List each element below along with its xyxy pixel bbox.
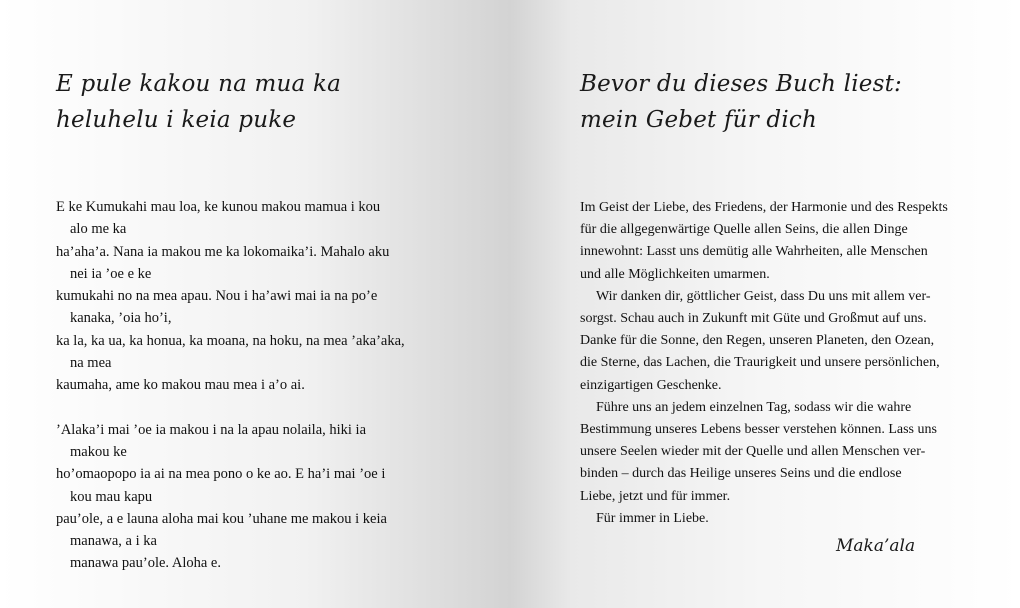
title-line: heluhelu i keia puke <box>56 107 297 133</box>
hawaiian-title <box>56 66 516 138</box>
prayer-line: na mea <box>70 355 112 372</box>
prayer-line: ’Alaka’i mai ’oe ia makou i na la apau nolaila, hiki ia <box>56 421 367 438</box>
prayer-line: Für immer in Liebe. <box>596 510 709 526</box>
prayer-line: ho’omaopopo ia ai na mea pono o ke ao. E ha’i mai ’oe i <box>56 466 386 483</box>
prayer-line: die Sterne, das Lachen, die Traurigkeit und unsere persönlichen, <box>580 355 940 371</box>
prayer-line: Liebe, jetzt und für immer. <box>580 488 731 504</box>
prayer-line: alo me ka <box>70 221 127 238</box>
title-line: mein Gebet für dich <box>580 107 817 133</box>
prayer-line: makou ke <box>70 443 127 460</box>
prayer-line: manawa pau’ole. Aloha e. <box>70 555 221 572</box>
hawaiian-prayer <box>56 196 466 575</box>
prayer-line: kou mau kapu <box>70 488 153 505</box>
prayer-line: binden – durch das Heilige unseres Seins und die endlose <box>580 466 902 482</box>
prayer-line: Bestimmung unseres Lebens besser verstehen können. Lass uns <box>580 422 937 438</box>
prayer-line: kaumaha, ame ko makou mau mea i a’o ai. <box>56 377 305 394</box>
prayer-line: Danke für die Sonne, den Regen, unseren Planeten, den Ozean, <box>580 333 935 349</box>
prayer-line: kanaka, ’oia ho’i, <box>70 310 172 327</box>
prayer-line: ka la, ka ua, ka honua, ka moana, na hoku, na mea ’aka’aka, <box>56 332 405 349</box>
signature: Maka’ala <box>836 536 916 556</box>
prayer-line: sorgst. Schau auch in Zukunft mit Güte und Großmut auf uns. <box>580 311 927 327</box>
prayer-line: und alle Möglichkeiten umarmen. <box>580 266 770 282</box>
prayer-line: ha’aha’a. Nana ia makou me ka lokomaika’i. Mahalo aku <box>56 243 390 260</box>
prayer-line: unsere Seelen wieder mit der Quelle und allen Menschen ver- <box>580 444 926 460</box>
prayer-line: innewohnt: Lasst uns demütig alle Wahrheiten, alle Menschen <box>580 244 928 260</box>
title-line: E pule kakou na mua ka <box>56 71 342 97</box>
prayer-line: für die allgegenwärtige Quelle allen Seins, die allen Dinge <box>580 222 908 238</box>
left-page <box>56 0 456 608</box>
prayer-line: einzigartigen Geschenke. <box>580 377 722 393</box>
prayer-line: kumukahi no na mea apau. Nou i ha’awi mai ia na po’e <box>56 288 378 305</box>
right-page <box>580 0 980 608</box>
prayer-line: Führe uns an jedem einzelnen Tag, sodass wir die wahre <box>596 399 912 415</box>
german-prayer <box>580 197 960 530</box>
prayer-line: Wir danken dir, göttlicher Geist, dass Du uns mit allem ver- <box>596 288 931 304</box>
prayer-line: E ke Kumukahi mau loa, ke kunou makou mamua i kou <box>56 199 381 215</box>
prayer-line: manawa, a i ka <box>70 533 157 550</box>
paragraph-gap <box>56 397 466 419</box>
prayer-line: pau’ole, a e launa aloha mai kou ’uhane me makou i keia <box>56 510 387 527</box>
german-title <box>580 66 1020 138</box>
prayer-line: Im Geist der Liebe, des Friedens, der Harmonie und des Respekts <box>580 200 948 215</box>
title-line: Bevor du dieses Buch liest: <box>580 71 902 97</box>
prayer-line: nei ia ’oe e ke <box>70 265 152 282</box>
